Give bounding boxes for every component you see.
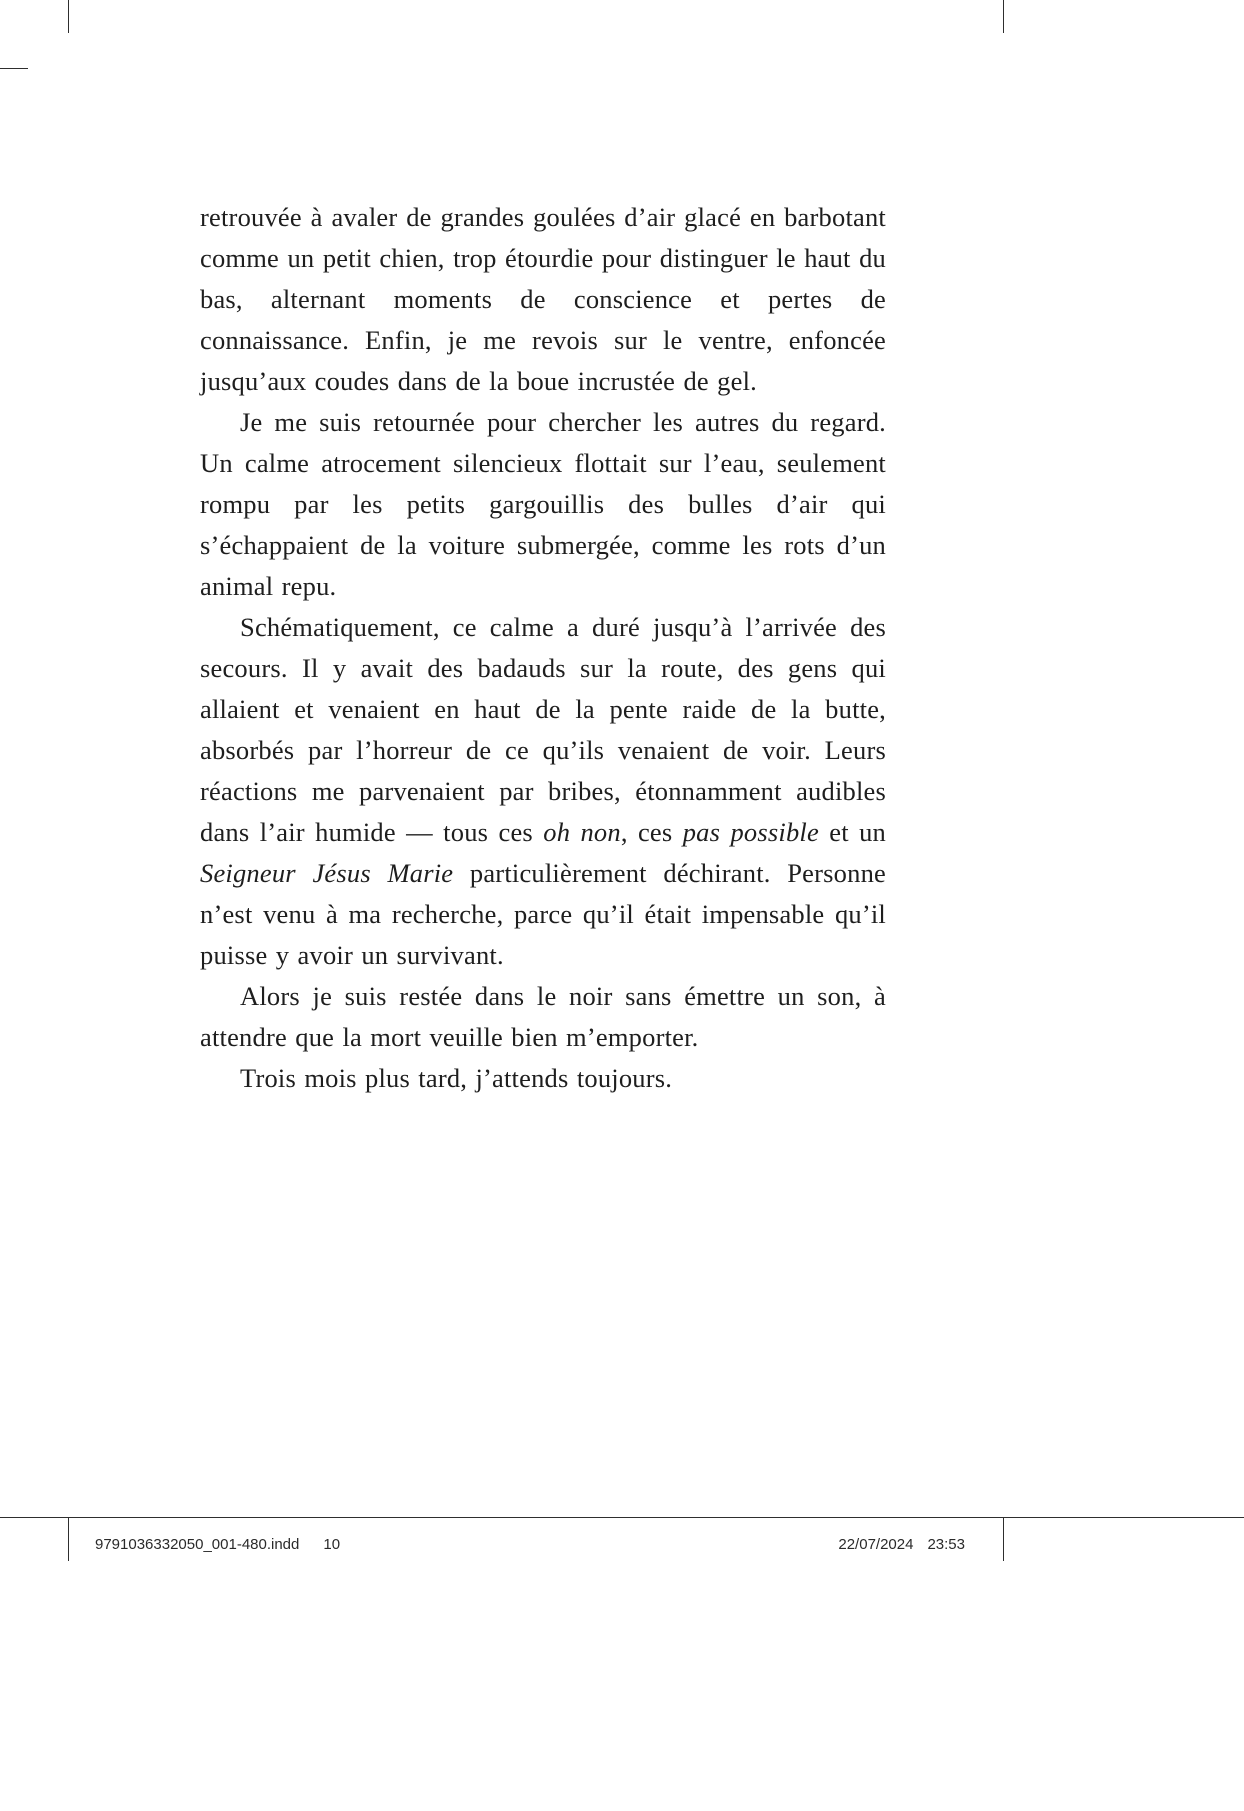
footer-time: 23:53	[927, 1536, 965, 1553]
text-block	[200, 197, 886, 1099]
crop-mark-top-left-horizontal	[0, 68, 28, 69]
crop-mark-top-left-vertical	[68, 0, 69, 33]
crop-mark-bottom-left-vertical	[68, 1517, 69, 1561]
crop-mark-top-right-vertical	[1003, 0, 1004, 33]
paragraph	[200, 607, 886, 976]
paragraph-text: retrouvée à avaler de grandes goulées d’air glacé en barbotant comme un petit chien, trop étourdie pour distinguer le haut du bas, alternant moments de conscience et pertes de connaissance. Enfin, je me revois sur le ventre, enfoncée jusqu’aux coudes dans de la boue incrustée de gel.	[200, 202, 886, 396]
paragraph-text: Je me suis retournée pour chercher les autres du regard. Un calme atrocement silencieux flottait sur l’eau, seulement rompu par les petits gargouillis des bulles d’air qui s’échappaient de la voiture submergée, comme les rots d’un animal repu.	[200, 407, 886, 601]
paragraph-text: Schématiquement, ce calme a duré jusqu’à l’arrivée des secours. Il y avait des badauds sur la route, des gens qui allaient et venaient en haut de la pente raide de la butte, absorbés par l’horreur de ce qu’ils venaient de voir. Leurs réactions me parvenaient par bribes, étonnamment audibles dans l’air humide — tous ces	[200, 612, 886, 847]
paragraph-text-italic: pas possible	[682, 817, 819, 847]
slug-rule	[0, 1517, 1244, 1518]
paragraph	[200, 1058, 886, 1099]
paragraph	[200, 197, 886, 402]
footer-date: 22/07/2024	[838, 1536, 914, 1553]
paragraph-text: Alors je suis restée dans le noir sans émettre un son, à attendre que la mort veuille bien m’emporter.	[200, 981, 886, 1052]
paragraph-text-italic: Seigneur Jésus Marie	[200, 858, 454, 888]
crop-mark-bottom-right-vertical	[1003, 1517, 1004, 1561]
paragraph	[200, 976, 886, 1058]
footer-right	[838, 1536, 965, 1553]
paragraph	[200, 402, 886, 607]
footer-page-number: 10	[323, 1536, 341, 1553]
paragraph-text: , ces	[620, 817, 683, 847]
footer-left	[95, 1536, 340, 1553]
footer-filename: 9791036332050_001-480.indd	[95, 1536, 300, 1553]
paragraph-text-italic: oh non	[543, 817, 621, 847]
paragraph-text: Trois mois plus tard, j’attends toujours.	[240, 1063, 673, 1093]
paragraph-text: et un	[818, 817, 887, 847]
paragraph-text: particulièrement déchirant. Personne n’est venu à ma recherche, parce qu’il était impensable qu’il puisse y avoir un survivant.	[200, 858, 886, 970]
